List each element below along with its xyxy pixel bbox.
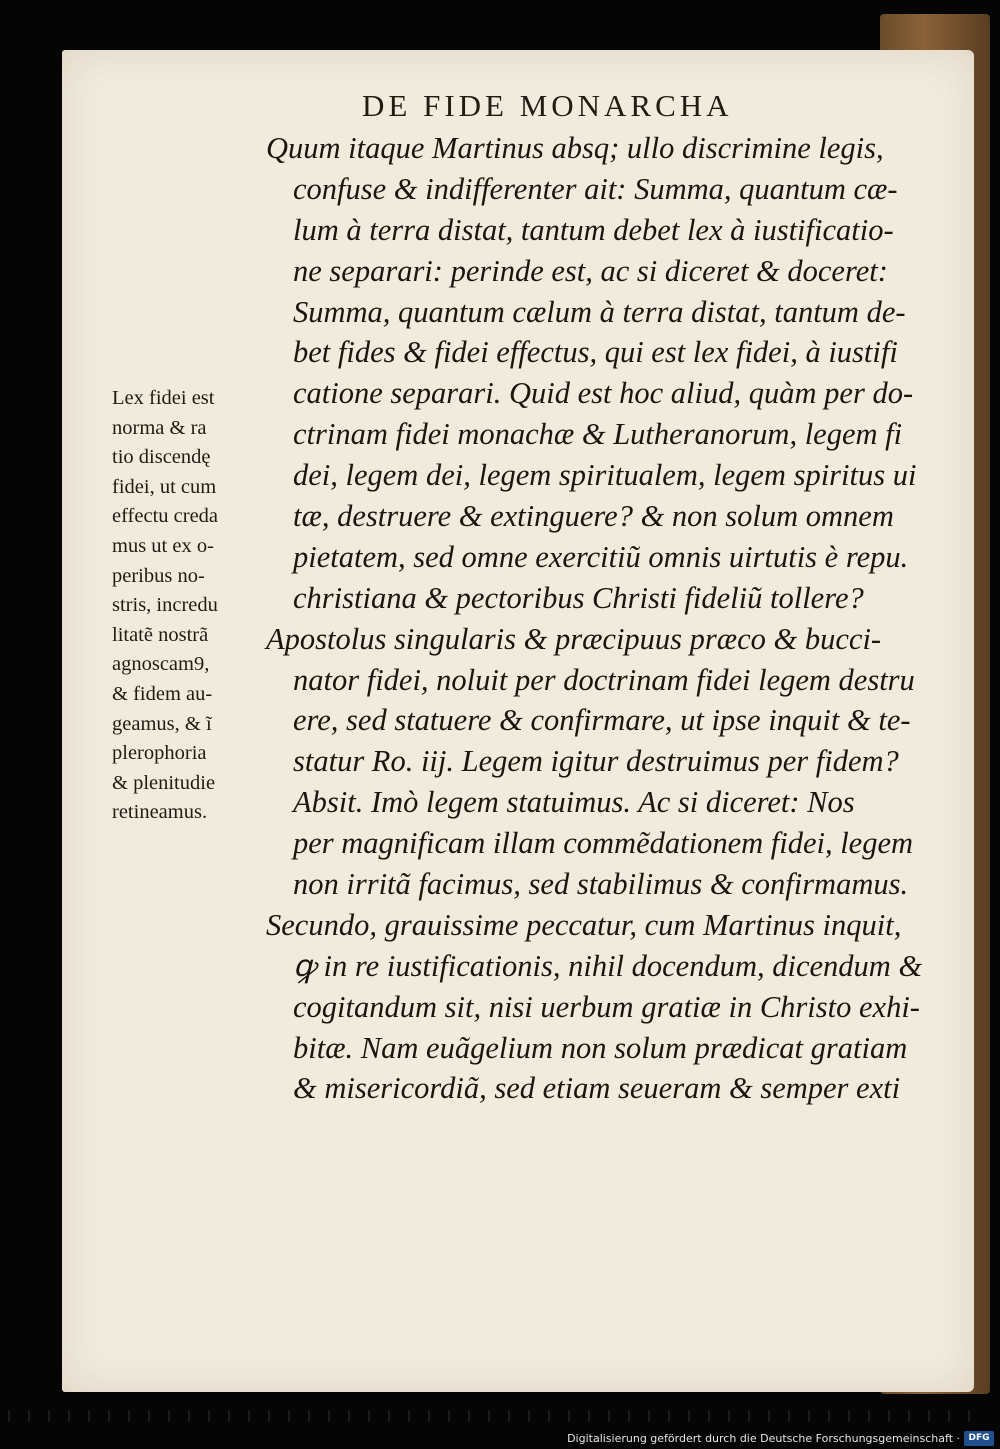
text-line: Secundo, grauissime peccatur, cum Martinus inquit, <box>266 907 902 942</box>
text-line: tæ, destruere & extinguere? & non solum omnem <box>293 499 894 534</box>
text-line: ꝙ in re iustificationis, nihil docendum, dicendum & <box>293 948 923 983</box>
marginal-line: stris, incredu <box>112 594 218 617</box>
text-line: dei, legem dei, legem spiritualem, legem spiritus ui <box>293 458 917 493</box>
text-line: christiana & pectoribus Christi fideliũ tollere? <box>293 580 864 615</box>
marginal-line: & fidem au- <box>112 682 213 705</box>
text-line: catione separari. Quid est hoc aliud, quàm per do- <box>293 376 914 411</box>
text-line: Summa, quantum cælum à terra distat, tantum de- <box>293 294 906 329</box>
text-line: Quum itaque Martinus absq; ullo discrimine legis, <box>266 131 884 165</box>
marginal-line: plerophoria <box>112 742 207 765</box>
main-text-block <box>266 128 946 1109</box>
running-head: DE FIDE MONARCHA <box>362 88 733 123</box>
text-line: ne separari: perinde est, ac si diceret & doceret: <box>293 253 888 288</box>
marginal-line: effectu creda <box>112 505 219 528</box>
marginal-line: peribus no- <box>112 564 205 587</box>
marginal-line: agnoscam9, <box>112 653 210 676</box>
marginal-line: norma & ra <box>112 416 207 439</box>
marginal-line: & plenitudie <box>112 771 216 794</box>
text-line: pietatem, sed omne exercitiũ omnis uirtutis è repu. <box>293 539 909 574</box>
marginal-line: Lex fidei est <box>112 387 215 409</box>
marginal-note <box>112 384 262 828</box>
dfg-logo: DFG <box>964 1431 994 1446</box>
text-line: lum à terra distat, tantum debet lex à iustificatio- <box>293 212 894 247</box>
marginal-line: mus ut ex o- <box>112 534 214 557</box>
digitization-credit: Digitalisierung gefördert durch die Deutsche Forschungsgemeinschaft · <box>567 1432 960 1445</box>
text-line: nator fidei, noluit per doctrinam fidei legem destru <box>293 662 915 697</box>
text-line: Apostolus singularis & præcipuus præco & bucci- <box>266 621 882 656</box>
text-line: non irritã facimus, sed stabilimus & confirmamus. <box>293 867 909 902</box>
text-line: ctrinam fidei monachæ & Lutheranorum, legem fi <box>293 417 903 452</box>
marginal-line: geamus, & ĩ <box>112 712 212 735</box>
text-line: & misericordiã, sed etiam seueram & semper exti <box>293 1071 901 1106</box>
text-line: confuse & indifferenter ait: Summa, quantum cæ- <box>293 171 898 206</box>
text-line: bet fides & fidei effectus, qui est lex fidei, à iustifi <box>293 335 898 370</box>
text-line: cogitandum sit, nisi uerbum gratiæ in Christo exhi- <box>293 989 920 1024</box>
text-line: statur Ro. iij. Legem igitur destruimus per fidem? <box>293 744 899 779</box>
text-line: bitæ. Nam euãgelium non solum prædicat gratiam <box>293 1030 908 1065</box>
text-line: Absit. Imò legem statuimus. Ac si diceret: Nos <box>293 785 855 820</box>
marginal-line: fidei, ut cum <box>112 475 217 498</box>
text-line: ere, sed statuere & confirmare, ut ipse inquit & te- <box>293 703 911 738</box>
text-line: per magnificam illam commẽdationem fidei, legem <box>293 826 914 861</box>
scan-ruler <box>8 1410 988 1422</box>
marginal-line: retineamus. <box>112 801 208 824</box>
marginal-line: tio discendę <box>112 446 211 469</box>
marginal-line: litatẽ nostrã <box>112 623 209 646</box>
